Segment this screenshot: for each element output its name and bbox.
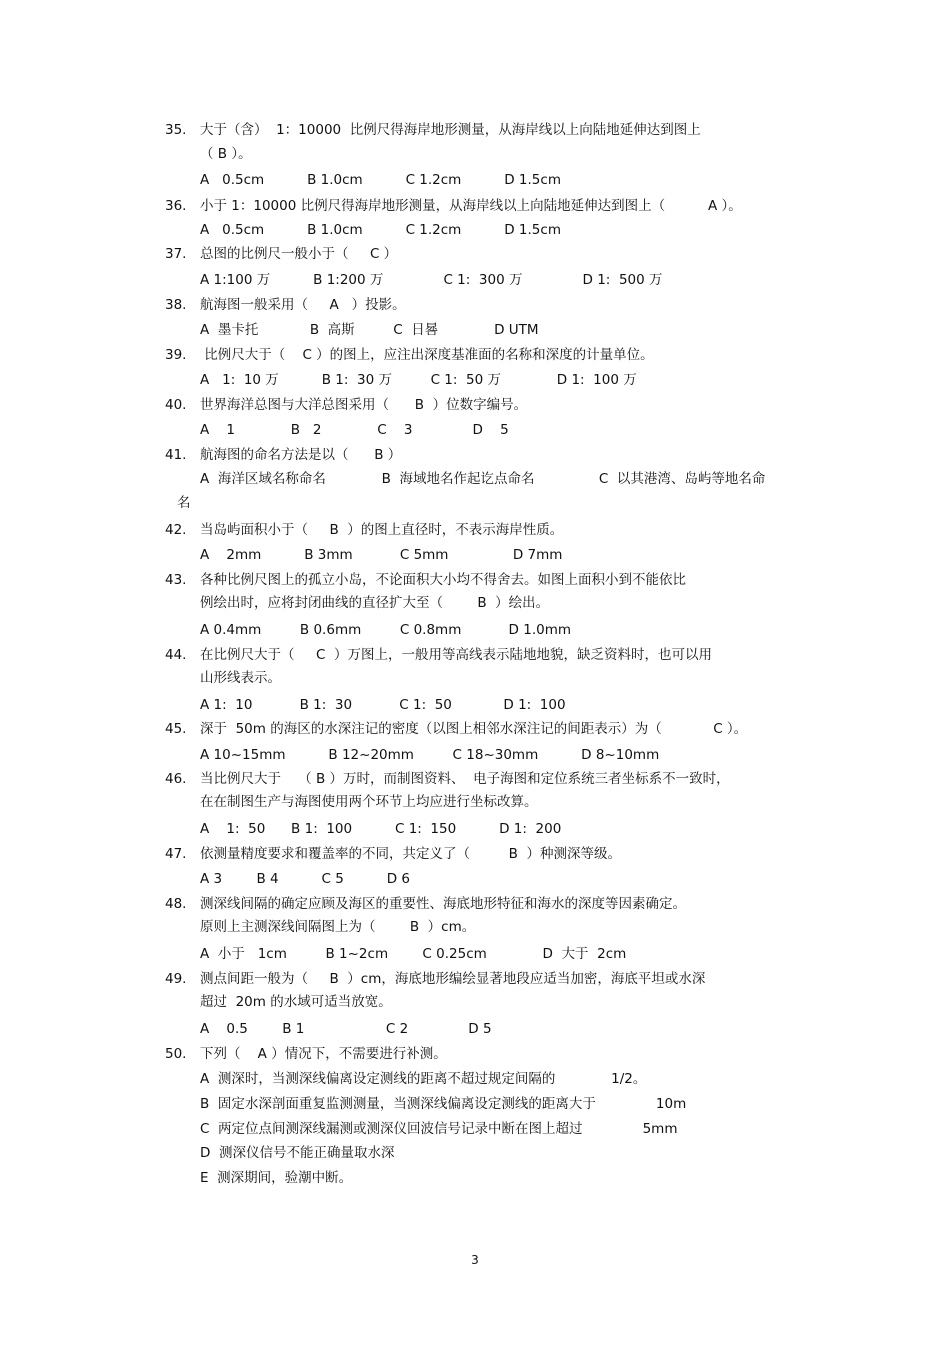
question-number: 45. bbox=[165, 721, 187, 737]
question-number: 43. bbox=[165, 572, 187, 588]
question-options: A 墨卡托 B 高斯 C 日晷 D UTM bbox=[200, 322, 539, 338]
question-options: A 2mm B 3mm C 5mm D 7mm bbox=[200, 547, 563, 563]
question-options: A 10~15mm B 12~20mm C 18~30mm D 8~10mm bbox=[200, 747, 660, 763]
question-number: 36. bbox=[165, 198, 187, 214]
question-options: A 1: 10 B 1: 30 C 1: 50 D 1: 100 bbox=[200, 697, 566, 713]
question-options: A 0.5cm B 1.0cm C 1.2cm D 1.5cm bbox=[200, 222, 561, 238]
question-number: 37. bbox=[165, 246, 187, 262]
question-options-wrap: 名 bbox=[177, 495, 191, 511]
question-text: 比例尺大于（ C ）的图上，应注出深度基准面的名称和深度的计量单位。 bbox=[200, 347, 654, 363]
question-text: 原则上主测深线间隔图上为（ B ）cm。 bbox=[200, 919, 476, 935]
question-options: A 3 B 4 C 5 D 6 bbox=[200, 871, 410, 887]
question-number: 47. bbox=[165, 846, 187, 862]
question-option-c: C 两定位点间测深线漏测或测深仪回波信号记录中断在图上超过 5mm bbox=[200, 1121, 678, 1137]
question-text: 总图的比例尺一般小于（ C ） bbox=[200, 246, 398, 262]
question-text: 测点间距一般为（ B ）cm，海底地形编绘显著地段应适当加密，海底平坦或水深 bbox=[200, 971, 706, 987]
question-text: 深于 50m 的海区的水深注记的密度（以图上相邻水深注记的间距表示）为（ C ）。 bbox=[200, 721, 748, 737]
question-text: 航海图一般采用（ A ）投影。 bbox=[200, 297, 406, 313]
question-option-d: D 测深仪信号不能正确量取水深 bbox=[200, 1145, 395, 1161]
question-options: A 0.4mm B 0.6mm C 0.8mm D 1.0mm bbox=[200, 622, 572, 638]
question-number: 50. bbox=[165, 1046, 187, 1062]
question-options: A 海洋区域名称命名 B 海域地名作起讫点命名 C 以其港湾、岛屿等地名命 bbox=[200, 471, 766, 487]
question-text: 例绘出时，应将封闭曲线的直径扩大至（ B ）绘出。 bbox=[200, 595, 550, 611]
question-options: A 1: 50 B 1: 100 C 1: 150 D 1: 200 bbox=[200, 821, 562, 837]
question-number: 49. bbox=[165, 971, 187, 987]
question-number: 41. bbox=[165, 447, 187, 463]
question-text: 世界海洋总图与大洋总图采用（ B ）位数字编号。 bbox=[200, 397, 528, 413]
question-options: A 小于 1cm B 1~2cm C 0.25cm D 大于 2cm bbox=[200, 946, 627, 962]
question-number: 42. bbox=[165, 522, 187, 538]
question-number: 40. bbox=[165, 397, 187, 413]
question-text: 下列（ A ）情况下，不需要进行补测。 bbox=[200, 1046, 447, 1062]
question-text: 超过 20m 的水域可适当放宽。 bbox=[200, 994, 392, 1010]
question-options: A 1 B 2 C 3 D 5 bbox=[200, 422, 509, 438]
question-number: 39. bbox=[165, 347, 187, 363]
question-text: 航海图的命名方法是以（ B ） bbox=[200, 447, 402, 463]
question-number: 35. bbox=[165, 122, 187, 138]
question-number: 48. bbox=[165, 896, 187, 912]
question-option-b: B 固定水深剖面重复监测测量，当测深线偏离设定测线的距离大于 10m bbox=[200, 1096, 687, 1112]
question-text: 当岛屿面积小于（ B ）的图上直径时，不表示海岸性质。 bbox=[200, 522, 564, 538]
question-text: 在比例尺大于（ C ）万图上，一般用等高线表示陆地地貌，缺乏资料时，也可以用 bbox=[200, 647, 712, 663]
question-options: A 0.5cm B 1.0cm C 1.2cm D 1.5cm bbox=[200, 172, 561, 188]
question-option-e: E 测深期间，验潮中断。 bbox=[200, 1170, 353, 1186]
question-number: 46. bbox=[165, 771, 187, 787]
question-options: A 0.5 B 1 C 2 D 5 bbox=[200, 1021, 492, 1037]
question-options: A 1: 10 万 B 1: 30 万 C 1: 50 万 D 1: 100 万 bbox=[200, 372, 637, 388]
question-text: 大于（含） 1：10000 比例尺得海岸地形测量，从海岸线以上向陆地延伸达到图上 bbox=[200, 122, 701, 138]
question-number: 44. bbox=[165, 647, 187, 663]
question-text: 各种比例尺图上的孤立小岛，不论面积大小均不得舍去。如图上面积小到不能依比 bbox=[200, 572, 686, 588]
question-number: 38. bbox=[165, 297, 187, 313]
question-text: 在在制图生产与海图使用两个环节上均应进行坐标改算。 bbox=[200, 794, 538, 810]
question-text: 小于 1：10000 比例尺得海岸地形测量，从海岸线以上向陆地延伸达到图上（ A ）。 bbox=[200, 198, 742, 214]
question-option-a: A 测深时，当测深线偏离设定测线的距离不超过规定间隔的 1/2。 bbox=[200, 1071, 647, 1087]
question-text: 测深线间隔的确定应顾及海区的重要性、海底地形特征和海水的深度等因素确定。 bbox=[200, 896, 686, 912]
question-text: （ B ）。 bbox=[200, 146, 252, 162]
question-text: 山形线表示。 bbox=[200, 670, 281, 686]
question-options: A 1:100 万 B 1:200 万 C 1: 300 万 D 1: 500 万 bbox=[200, 272, 663, 288]
question-text: 依测量精度要求和覆盖率的不同，共定义了（ B ）种测深等级。 bbox=[200, 846, 621, 862]
question-text: 当比例尺大于 （ B ）万时，而制图资料、 电子海图和定位系统三者坐标系不一致时， bbox=[200, 771, 730, 787]
page-number: 3 bbox=[471, 1253, 479, 1267]
